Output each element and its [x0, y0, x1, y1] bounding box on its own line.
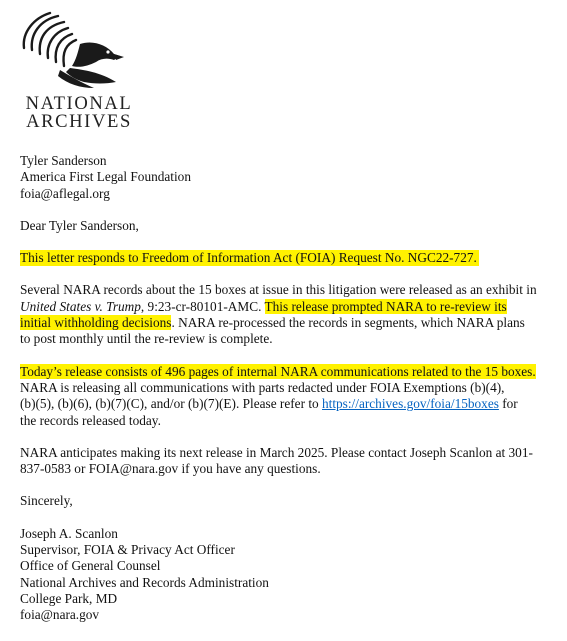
recipient-address	[20, 153, 555, 202]
signer-email: foia@nara.gov	[20, 607, 100, 623]
text-segment: . NARA re-processed the records in segments, which NARA plans	[171, 315, 525, 331]
case-name: United States v. Trump	[20, 298, 141, 314]
text-segment: the records released today.	[20, 412, 161, 428]
text-segment: NARA is releasing all communications with parts redacted under FOIA Exemptions (b)(4),	[20, 379, 505, 395]
signer-office: Office of General Counsel	[20, 558, 161, 574]
signature-block	[20, 526, 555, 624]
paragraph-todays-release	[20, 364, 555, 429]
highlight-request: This letter responds to Freedom of Information Act (FOIA) Request No. NGC22-727.	[20, 250, 477, 266]
highlight-withholding: initial withholding decisions	[20, 315, 172, 331]
signer-agency: National Archives and Records Administration	[20, 574, 269, 590]
text-segment: Several NARA records about the 15 boxes at issue in this litigation were released as an exhibit in	[20, 282, 537, 298]
recipient-org: America First Legal Foundation	[20, 169, 191, 185]
closing: Sincerely,	[20, 493, 73, 509]
paragraph-release-context	[20, 282, 555, 347]
recipient-name: Tyler Sanderson	[20, 153, 107, 168]
national-archives-logo	[10, 10, 145, 130]
text-segment: 837-0583 or FOIA@nara.gov if you have any questions.	[20, 461, 321, 477]
text-segment: for	[498, 396, 518, 412]
logo-line-national: NATIONAL	[25, 93, 133, 114]
paragraph-next-release	[20, 445, 555, 478]
highlight-todays-release: Today’s release consists of 496 pages of internal NARA communications related to the 15 boxes.	[20, 363, 536, 379]
salutation: Dear Tyler Sanderson,	[20, 217, 139, 233]
signer-title: Supervisor, FOIA & Privacy Act Officer	[20, 542, 235, 558]
highlight-re-review: This release prompted NARA to re-review its	[264, 298, 507, 314]
text-segment: , 9:23-cr-80101-AMC.	[140, 298, 265, 314]
signer-name: Joseph A. Scanlon	[20, 525, 118, 541]
signer-location: College Park, MD	[20, 590, 118, 606]
eagle-icon	[10, 10, 140, 90]
paragraph-request	[20, 250, 555, 266]
logo-line-archives: ARCHIVES	[26, 111, 132, 132]
text-segment: to post monthly until the re-review is complete.	[20, 331, 273, 347]
recipient-email: foia@aflegal.org	[20, 185, 110, 201]
letter-body	[20, 153, 555, 624]
foia-15boxes-link[interactable]: https://archives.gov/foia/15boxes	[322, 396, 499, 412]
logo-wordmark	[18, 95, 140, 131]
text-segment: NARA anticipates making its next release in March 2025. Please contact Joseph Scanlon at 301-	[20, 444, 533, 460]
text-segment: (b)(5), (b)(6), (b)(7)(C), and/or (b)(7)(E). Please refer to	[20, 396, 322, 412]
